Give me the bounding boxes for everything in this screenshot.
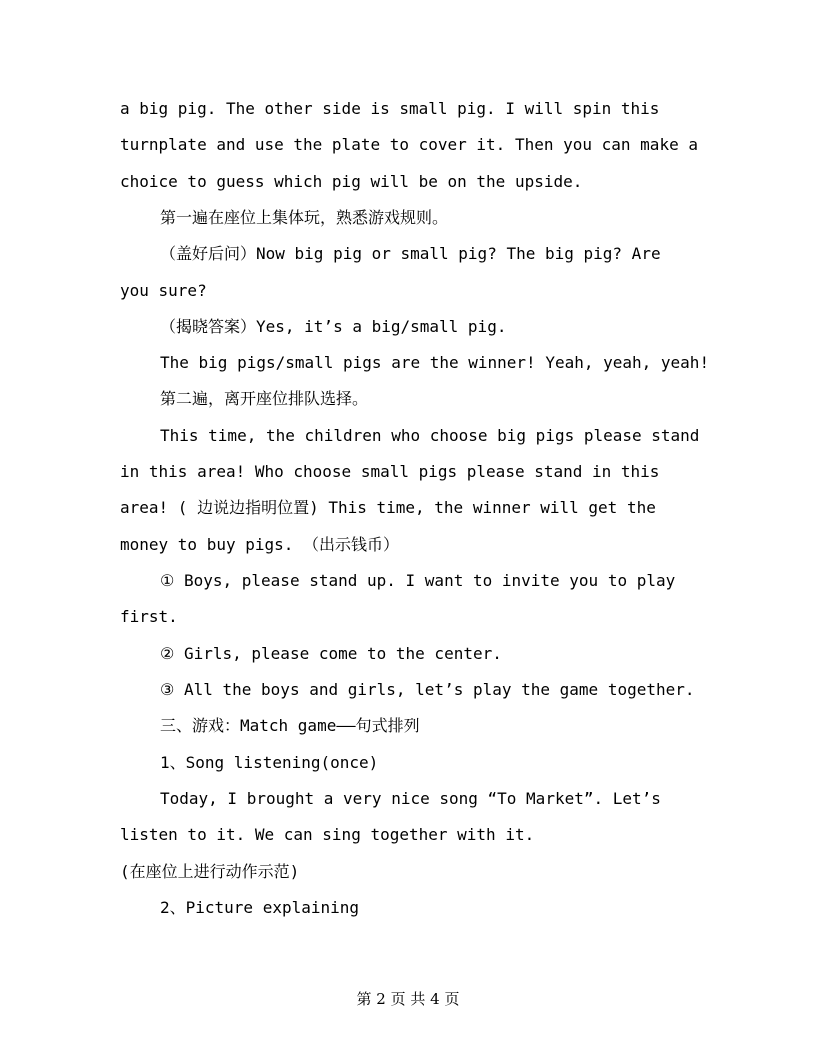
text-line: choice to guess which pig will be on the upside. bbox=[120, 172, 583, 191]
text-line: turnplate and use the plate to cover it. Then you can make a bbox=[120, 135, 698, 154]
page-footer: 第 2 页 共 4 页 bbox=[356, 990, 460, 1008]
text-line: (在座位上进行动作示范) bbox=[120, 862, 300, 881]
text-line: 三、游戏：Match game——句式排列 bbox=[160, 716, 420, 735]
text-line: money to buy pigs. （出示钱币） bbox=[120, 535, 400, 554]
text-line: 第二遍，离开座位排队选择。 bbox=[160, 389, 369, 408]
text-line: first. bbox=[120, 607, 178, 626]
text-line: The big pigs/small pigs are the winner! Yeah, yeah, yeah! bbox=[160, 353, 710, 372]
text-line: you sure? bbox=[120, 281, 207, 300]
text-line: in this area! Who choose small pigs please stand in this bbox=[120, 462, 660, 481]
text-line: ① Boys, please stand up. I want to invite you to play bbox=[160, 571, 676, 590]
text-line: 第一遍在座位上集体玩，熟悉游戏规则。 bbox=[160, 208, 449, 227]
text-line: 1、Song listening(once) bbox=[160, 753, 379, 772]
text-line: （盖好后问）Now big pig or small pig? The big pig? Are bbox=[160, 244, 661, 263]
text-line: ③ All the boys and girls, let’s play the game together. bbox=[160, 680, 695, 699]
text-line: area! ( 边说边指明位置) This time, the winner will get the bbox=[120, 498, 656, 517]
text-line: 2、Picture explaining bbox=[160, 898, 360, 917]
text-line: listen to it. We can sing together with it. bbox=[120, 825, 535, 844]
text-line: （揭晓答案）Yes, it’s a big/small pig. bbox=[160, 317, 507, 336]
text-line: ② Girls, please come to the center. bbox=[160, 644, 502, 663]
text-line: This time, the children who choose big pigs please stand bbox=[160, 426, 700, 445]
text-line: Today, I brought a very nice song “To Market”. Let’s bbox=[160, 789, 661, 808]
text-line: a big pig. The other side is small pig. I will spin this bbox=[120, 99, 660, 118]
